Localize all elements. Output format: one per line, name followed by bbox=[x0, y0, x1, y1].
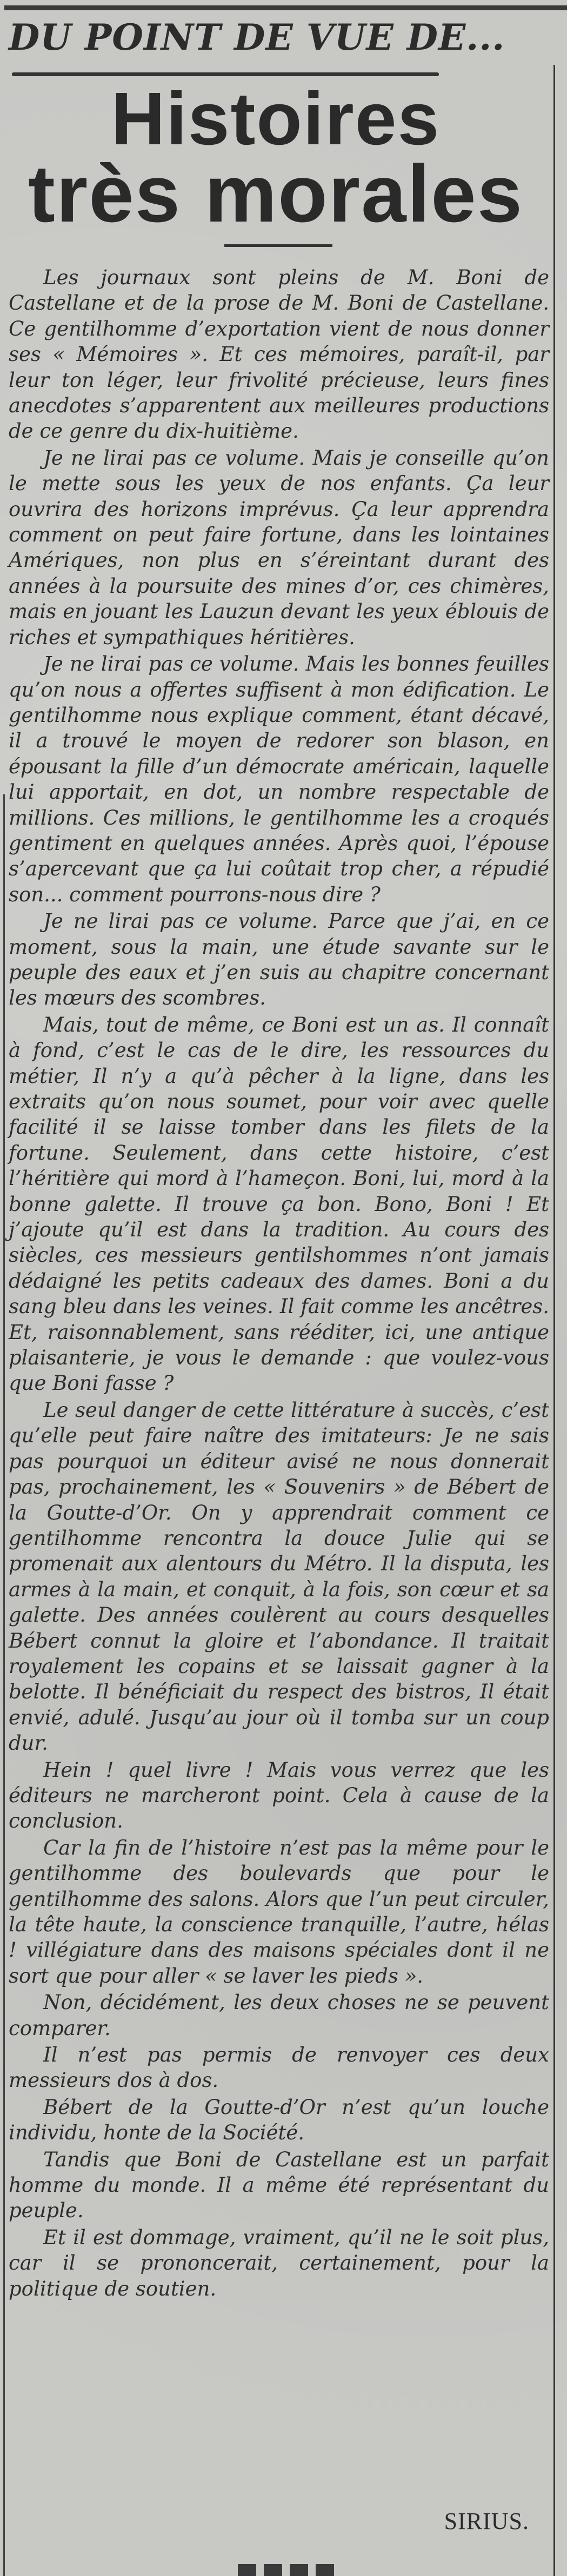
paragraph: Je ne lirai pas ce volume. Mais les bonnes feuilles qu’on nous a offertes suffisent à mon édification. Le gentilhomme nous explique comment, étant décavé, il a trouvé le moyen de redorer son blason, en épousant la fille d’un démocrate américain, laquelle lui apportait, en dot, un nombre respectable de millions. Ces millions, le gentilhomme les a croqués gentiment en quelques années. Après quoi, l’épouse s’apercevant que ça lui coûtait trop cher, a répudié son... comment pourrons-nous dire ? bbox=[9, 652, 549, 906]
column-rule-left bbox=[3, 794, 5, 2576]
paragraph: Car la fin de l’histoire n’est pas la même pour le gentilhomme des boulevards que pour le gentilhomme des salons. Alors que l’un peut circuler, la tête haute, la conscience tranquille, l’autre, hélas ! villégiature dans des maisons spéciales dont il ne sort que pour aller « se laver les pieds ». bbox=[9, 1836, 549, 1988]
section-kicker: DU POINT DE VUE DE... bbox=[9, 16, 505, 58]
paragraph: Bébert de la Goutte-d’Or n’est qu’un louche individu, honte de la Société. bbox=[9, 2095, 549, 2145]
end-mark-block bbox=[290, 2564, 308, 2576]
author-signature: SIRIUS. bbox=[444, 2508, 529, 2534]
end-of-article-marks bbox=[238, 2564, 334, 2576]
paragraph: Il n’est pas permis de renvoyer ces deux messieurs dos à dos. bbox=[9, 2043, 549, 2092]
paragraph: Je ne lirai pas ce volume. Mais je conseille qu’on le mette sous les yeux de nos enfants. Ça leur ouvrira des horizons imprévus. Ça leur apprendra comment on peut faire fortune, dans les lointaines Amériques, non plus en s’éreintant durant des années à la poursuite des mines d’or, ces chimères, mais en jouant les Lauzun devant les yeux éblouis de riches et sympathiques héritières. bbox=[9, 446, 549, 649]
paragraph: Mais, tout de même, ce Boni est un as. Il connaît à fond, c’est le cas de le dire, les ressources du métier, Il n’y a qu’à pêcher à la ligne, dans les extraits qu’on nous soumet, pour voir avec quelle facilité il se laisse tomber dans les filets de la fortune. Seulement, dans cette histoire, c’est l’héritière qui mord à l’hameçon. Boni, lui, mord à la bonne galette. Il trouve ça bon. Bono, Boni ! Et j’ajoute qu’il est dans la tradition. Au cours des siècles, ces messieurs gentilshommes n’ont jamais dédaigné les petits cadeaux des dames. Boni a du sang bleu dans les veines. Il fait comme les ancêtres. Et, raisonnablement, sans rééditer, ici, une antique plaisanterie, je vous le demande : que voulez-vous que Boni fasse ? bbox=[9, 1013, 549, 1395]
column-rule-right bbox=[553, 65, 555, 2576]
paragraph: Je ne lirai pas ce volume. Parce que j’ai, en ce moment, sous la main, une étude savante sur le peuple des eaux et j’en suis au chapitre concernant les mœurs des scombres. bbox=[9, 909, 549, 1010]
paragraph: Non, décidément, les deux choses ne se peuvent comparer. bbox=[9, 1991, 549, 2040]
end-mark-block bbox=[264, 2564, 282, 2576]
paragraph: Tandis que Boni de Castellane est un parfait homme du monde. Il a même été représentant du peuple. bbox=[9, 2147, 549, 2223]
headline-line-2: très morales bbox=[28, 148, 524, 239]
paragraph: Et il est dommage, vraiment, qu’il ne le soit plus, car il se prononcerait, certainement, pour la politique de soutien. bbox=[9, 2225, 549, 2300]
headline-separator bbox=[224, 244, 332, 247]
paragraph: Le seul danger de cette littérature à succès, c’est qu’elle peut faire naître des imitateurs: Je ne sais pas pourquoi un éditeur avisé ne nous donnerait pas, prochainement, les « Souvenirs » de Bébert de la Goutte-d’Or. On y apprendrait comment ce gentilhomme rencontra la douce Julie qui se promenait aux alentours du Métro. Il la disputa, les armes à la main, et conquit, à la fois, son cœur et sa galette. Des années coulèrent au cours desquelles Bébert connut la gloire et l’abondance. Il traitait royalement les copains et se laissait gagner à la belotte. Il bénéficiait du respect des bistros, Il était envié, adulé. Jusqu’au jour où il tomba sur un coup dur. bbox=[9, 1398, 549, 1755]
top-rule bbox=[4, 5, 567, 10]
article-body bbox=[9, 265, 549, 2303]
kicker-underline bbox=[12, 72, 439, 76]
headline-line-1: Histoires bbox=[111, 77, 441, 160]
end-mark-block bbox=[316, 2564, 334, 2576]
end-mark-block bbox=[238, 2564, 256, 2576]
paragraph: Hein ! quel livre ! Mais vous verrez que les éditeurs ne marcheront point. Cela à cause de la conclusion. bbox=[9, 1758, 549, 1833]
paragraph: Les journaux sont pleins de M. Boni de Castellane et de la prose de M. Boni de Castellane. Ce gentilhomme d’exportation vient de nous donner ses « Mémoires ». Et ces mémoires, paraît-il, par leur ton léger, leur frivolité précieuse, leurs fines anecdotes s’apparentent aux meilleures productions de ce genre du dix-huitième. bbox=[9, 266, 549, 443]
